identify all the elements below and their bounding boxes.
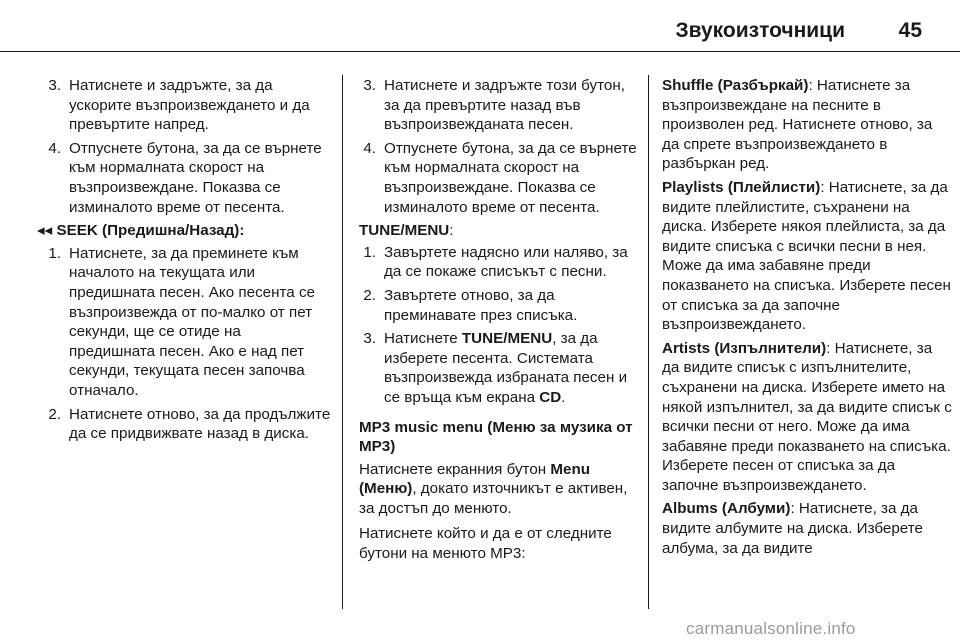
page-number: 45 bbox=[898, 19, 922, 42]
page-header bbox=[0, 0, 960, 52]
tune-menu-label: TUNE/MENU bbox=[359, 222, 450, 240]
mp3-buttons-paragraph: Натиснете който и да е от следните бутони на менюто MP3: bbox=[359, 525, 612, 563]
column-1 bbox=[37, 76, 331, 448]
column-divider-1 bbox=[342, 75, 343, 609]
list-item: 2. Завъртете отново, за да преминавате през списъка. bbox=[363, 286, 578, 324]
shuffle-term: Shuffle (Разбъркай) bbox=[662, 77, 809, 94]
list-item: 4. Отпуснете бутона, за да се върнете към нормалната скорост на възпроизвеждане. Показва се изминалото време от песента. bbox=[363, 139, 637, 216]
header-divider bbox=[0, 51, 960, 52]
albums-entry: Albums (Албуми): Натиснете, за да видите албумите на диска. Изберете албума, за да видите bbox=[662, 500, 923, 557]
page-title: Звукоизточници bbox=[675, 19, 845, 42]
seek-heading-label: SEEK (Предишна/Назад): bbox=[56, 222, 245, 240]
albums-term: Albums (Албуми) bbox=[662, 500, 791, 518]
list-item: 1. Натиснете, за да преминете към началото на текущата или предишната песен. Ако песента се възпроизвежда от по-малко от пет секунди, ще се отиде на предишната песен. Ако е над пет секунди, текущата песен започва отначало. bbox=[48, 244, 316, 399]
playlists-term: Playlists (Плейлисти) bbox=[662, 178, 821, 196]
list-item: 3. Натиснете и задръжте този бутон, за да превъртите назад във възпроизвежданата песен. bbox=[363, 77, 625, 134]
mp3-menu-paragraph: Натиснете екранния бутон Menu (Меню), докато източникът е активен, за достъп до менюто. bbox=[359, 460, 628, 517]
list-item: 2. Натиснете отново, за да продължите да се придвижвате назад в диска. bbox=[48, 405, 331, 443]
seek-back-icon: ◂◂ bbox=[37, 222, 53, 240]
artists-term: Artists (Изпълнители) bbox=[662, 339, 827, 357]
list-item: 3. Натиснете TUNE/MENU, за да изберете песента. Системата възпроизвежда избраната песен и се връща към екрана CD. bbox=[363, 330, 628, 406]
column-3 bbox=[662, 76, 952, 560]
mp3-menu-heading: MP3 music menu (Меню за музика от MP3) bbox=[359, 418, 633, 456]
tune-menu-heading: TUNE/MENU: bbox=[359, 222, 454, 240]
list-item: 3. Натиснете и задръжте, за да ускорите възпроизвеждането и да превъртите напред. bbox=[48, 77, 310, 134]
column-2 bbox=[356, 76, 638, 566]
column-divider-2 bbox=[648, 75, 649, 609]
playlists-entry: Playlists (Плейлисти): Натиснете, за да видите плейлистите, съхранени на диска. Изберете някоя плейлиста, за да видите списъка с всички песни в нея. Може да има забавяне преди показването на списъка. Изберете песен от списъка за да започне възпроизвеждането. bbox=[662, 178, 951, 334]
list-item: 1. Завъртете надясно или наляво, за да се покаже списъкът с песни. bbox=[363, 243, 628, 281]
list-item: 4. Отпуснете бутона, за да се върнете към нормалната скорост на възпроизвеждане. Показва се изминалото време от песента. bbox=[48, 139, 322, 216]
seek-heading bbox=[37, 221, 331, 241]
shuffle-entry: Shuffle (Разбъркай): Натиснете за възпроизвеждане на песните в произволен ред. Натиснете отново, за да спрете възпроизвеждането в разбъркан ред. bbox=[662, 77, 933, 173]
watermark: carmanualsonline.info bbox=[686, 619, 856, 638]
artists-entry: Artists (Изпълнители): Натиснете, за да видите списък с изпълнителите, съхранени на диска. Изберете името на някой изпълнител, за да видите списък с всички песни от него. Може да има забавяне преди показването на списъка. Изберете песен от списъка за да започне възпроизвеждането. bbox=[662, 339, 952, 494]
